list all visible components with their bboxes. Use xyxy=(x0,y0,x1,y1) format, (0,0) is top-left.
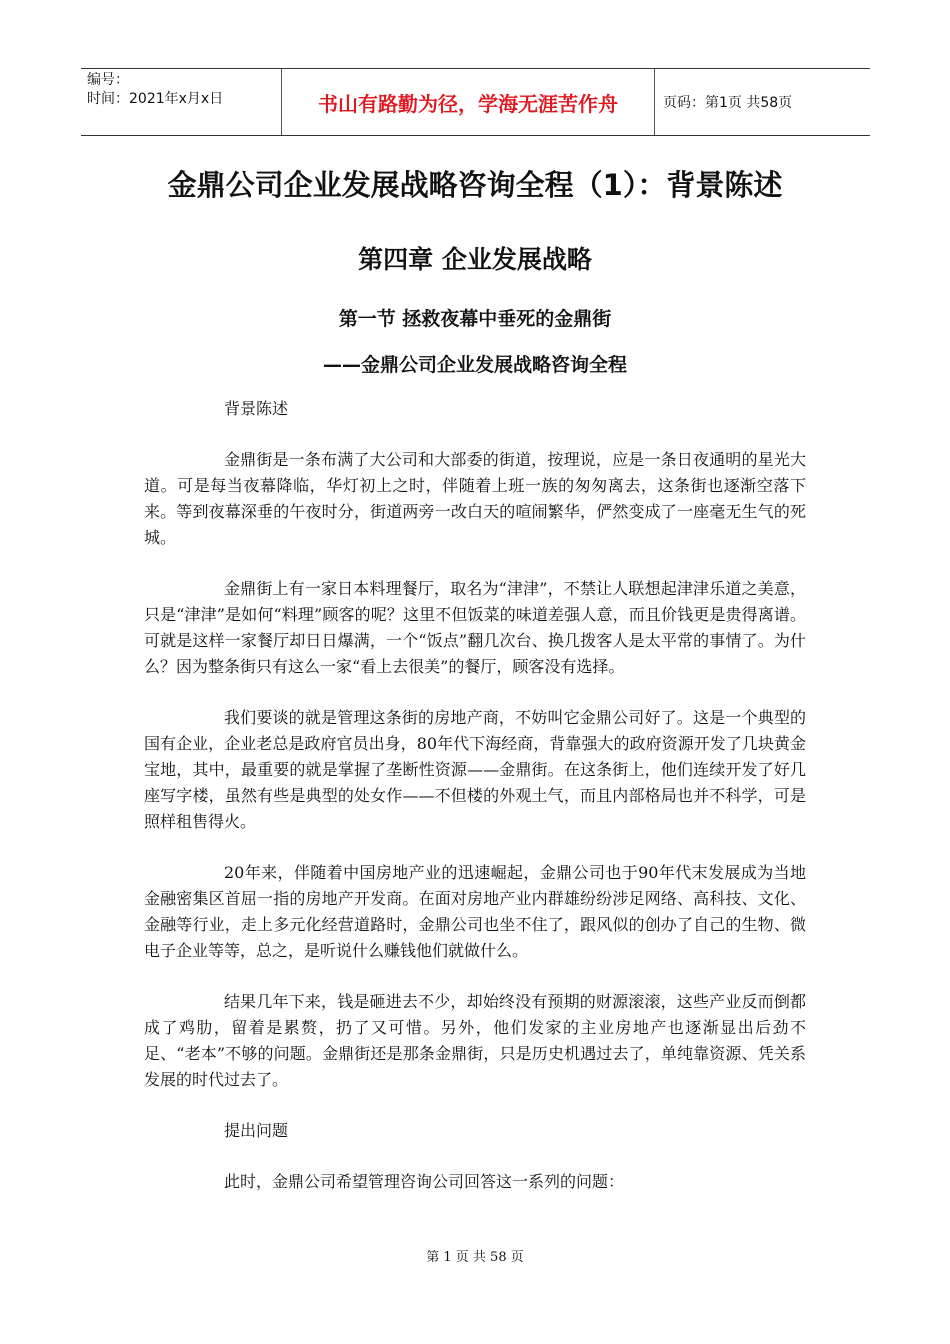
paragraph: 金鼎街是一条布满了大公司和大部委的街道，按理说，应是一条日夜通明的星光大道。可是每当夜幕降临，华灯初上之时，伴随着上班一族的匆匆离去，这条街也逐渐空落下来。等到夜幕深垂的午夜时分，街道两旁一改白天的喧闹繁华，俨然变成了一座毫无生气的死城。 xyxy=(144,450,806,547)
page-footer: 第 1 页 共 58 页 xyxy=(426,1250,524,1265)
page-header xyxy=(81,68,870,136)
number-label: 编号： xyxy=(87,72,129,88)
paragraph: 此时，金鼎公司希望管理咨询公司回答这一系列的问题： xyxy=(224,1172,625,1191)
paragraph: 结果几年下来，钱是砸进去不少，却始终没有预期的财源滚滚，这些产业反而倒都成了鸡肋，留着是累赘，扔了又可惜。另外，他们发家的主业房地产也逐渐显出后劲不足、“老本”不够的问题。金鼎街还是那条金鼎街，只是历史机遇过去了，单纯靠资源、凭关系发展的时代过去了。 xyxy=(144,992,806,1089)
section-subtitle: ——金鼎公司企业发展战略咨询全程 xyxy=(322,354,627,376)
header-motto: 书山有路勤为径，学海无涯苦作舟 xyxy=(282,69,655,135)
paragraph: 我们要谈的就是管理这条街的房地产商，不妨叫它金鼎公司好了。这是一个典型的国有企业，企业老总是政府官员出身，80年代下海经商，背靠强大的政府资源开发了几块黄金宝地，其中，最重要的就是掌握了垄断性资源——金鼎街。在这条街上，他们连续开发了好几座写字楼，虽然有些是典型的处女作——不但楼的外观土气，而且内部格局也并不科学，可是照样租售得火。 xyxy=(144,708,806,831)
paragraph: 金鼎街上有一家日本料理餐厅，取名为“津津”，不禁让人联想起津津乐道之美意，只是“津津”是如何“料理”顾客的呢？这里不但饭菜的味道差强人意，而且价钱更是贵得离谱。可就是这样一家餐厅却日日爆满，一个“饭点”翻几次台、换几拨客人是太平常的事情了。为什么？因为整条街只有这么一家“看上去很美”的餐厅，顾客没有选择。 xyxy=(144,579,806,676)
header-info-cell xyxy=(81,69,282,135)
paragraph-heading-background: 背景陈述 xyxy=(224,399,289,418)
paragraph: 20年来，伴随着中国房地产业的迅速崛起，金鼎公司也于90年代末发展成为当地金融密集区首屈一指的房地产开发商。在面对房地产业内群雄纷纷涉足网络、高科技、文化、金融等行业，走上多元化经营道路时，金鼎公司也坐不住了，跟风似的创办了自己的生物、微电子企业等等，总之，是听说什么赚钱他们就做什么。 xyxy=(144,863,806,960)
time-label: 时间：2021年x月x日 xyxy=(87,91,224,107)
document-body xyxy=(144,396,806,1220)
paragraph-heading-question: 提出问题 xyxy=(224,1121,289,1140)
header-page-info: 页码：第1页 共58页 xyxy=(663,95,793,111)
section-heading: 第一节 拯救夜幕中垂死的金鼎街 xyxy=(338,308,612,330)
document-title: 金鼎公司企业发展战略咨询全程（1）：背景陈述 xyxy=(167,168,783,202)
chapter-heading: 第四章 企业发展战略 xyxy=(358,245,592,274)
